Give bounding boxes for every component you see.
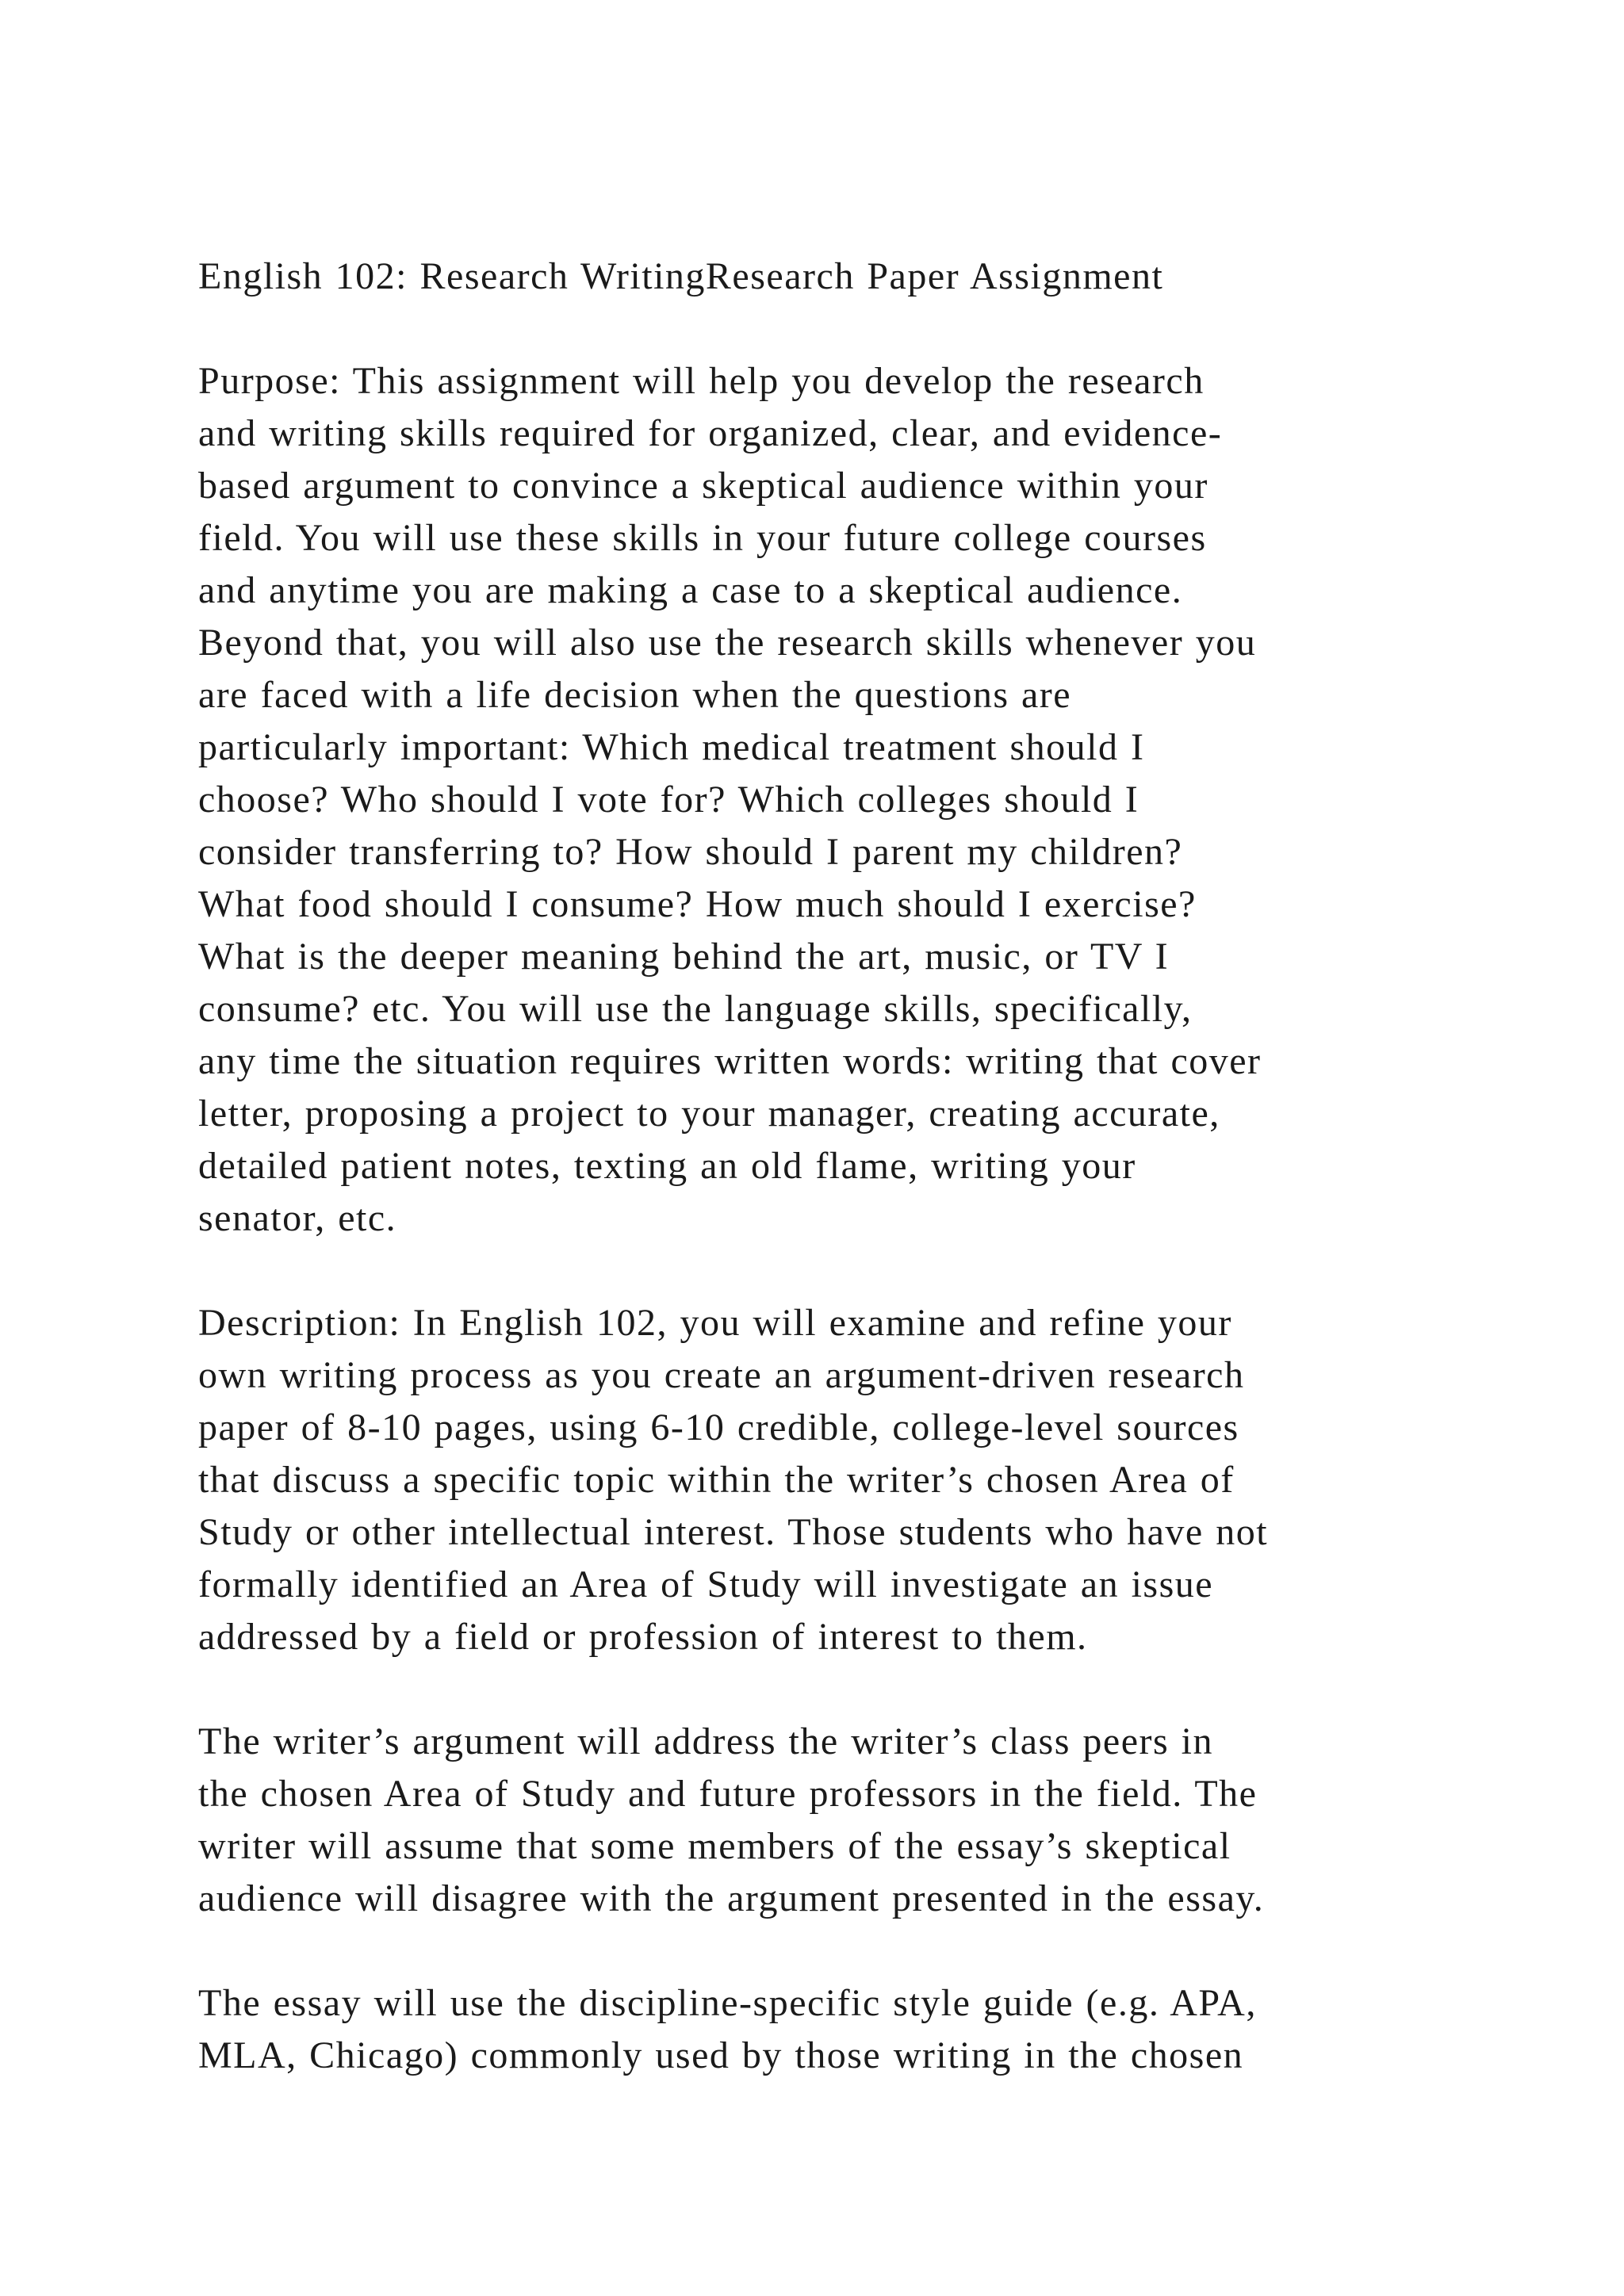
text-line: What food should I consume? How much should I exercise? [198,883,1197,925]
text-line: senator, etc. [198,1197,397,1239]
text-line: choose? Who should I vote for? Which colleges should I [198,779,1139,821]
paragraph-gap [198,1925,1467,1977]
text-line: consider transferring to? How should I parent my children? [198,831,1183,873]
text-line: writer will assume that some members of the essay’s skeptical [198,1825,1231,1867]
text-line: The essay will use the discipline-specific style guide (e.g. APA, [198,1982,1257,2024]
paragraph-gap [198,303,1467,355]
text-line: are faced with a life decision when the questions are [198,674,1072,716]
text-line: Description: In English 102, you will examine and refine your [198,1302,1232,1344]
document-title: English 102: Research WritingResearch Paper Assignment [198,255,1164,297]
text-line: MLA, Chicago) commonly used by those writing in the chosen [198,2034,1244,2076]
text-line: any time the situation requires written words: writing that cover [198,1040,1262,1082]
text-line: Beyond that, you will also use the research skills whenever you [198,622,1257,664]
text-line: Study or other intellectual interest. Those students who have not [198,1511,1269,1553]
text-line: The writer’s argument will address the writer’s class peers in [198,1720,1214,1762]
text-line: Purpose: This assignment will help you develop the research [198,360,1205,402]
text-line: letter, proposing a project to your manager, creating accurate, [198,1093,1220,1135]
text-line: addressed by a field or profession of interest to them. [198,1616,1088,1658]
document-body [198,251,1467,2082]
paragraph-gap [198,1663,1467,1716]
argument-paragraph [198,1716,1467,1925]
text-line: field. You will use these skills in your future college courses [198,517,1207,559]
purpose-paragraph [198,355,1467,1245]
text-line: own writing process as you create an argument-driven research [198,1354,1245,1396]
paragraph-gap [198,1245,1467,1297]
text-line: formally identified an Area of Study will investigate an issue [198,1563,1214,1605]
text-line: and anytime you are making a case to a skeptical audience. [198,569,1183,611]
text-line: What is the deeper meaning behind the art, music, or TV I [198,936,1170,978]
text-line: consume? etc. You will use the language skills, specifically, [198,988,1193,1030]
text-line: and writing skills required for organized, clear, and evidence- [198,412,1223,454]
text-line: audience will disagree with the argument presented in the essay. [198,1877,1265,1919]
text-line: that discuss a specific topic within the writer’s chosen Area of [198,1459,1235,1501]
text-line: particularly important: Which medical treatment should I [198,726,1145,768]
text-line: paper of 8-10 pages, using 6-10 credible, college-level sources [198,1406,1239,1448]
style-guide-paragraph [198,1977,1467,2082]
text-line: the chosen Area of Study and future professors in the field. The [198,1773,1258,1815]
description-paragraph [198,1297,1467,1663]
text-line: detailed patient notes, texting an old flame, writing your [198,1145,1136,1187]
text-line: based argument to convince a skeptical audience within your [198,465,1208,507]
